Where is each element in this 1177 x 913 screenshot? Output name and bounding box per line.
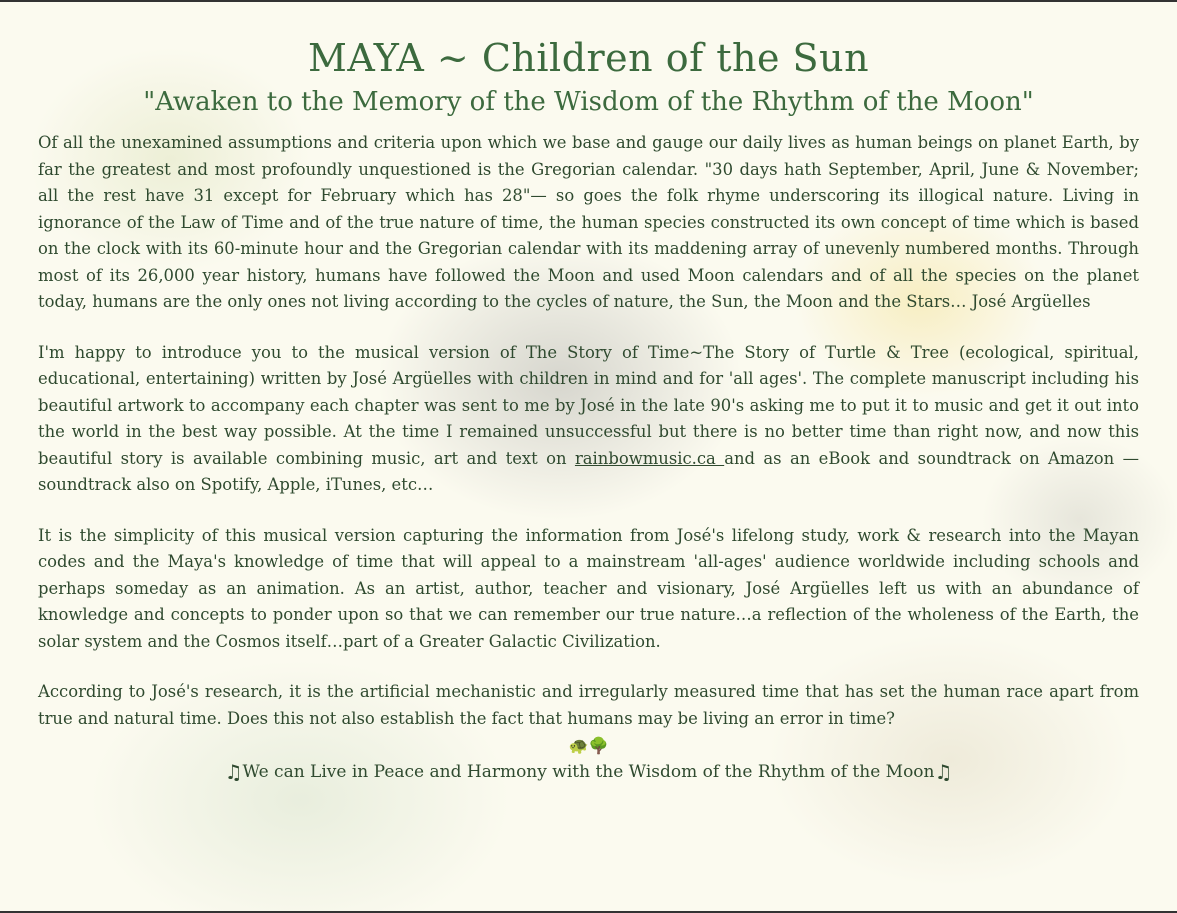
paragraph-simplicity: It is the simplicity of this musical version capturing the information from José's lifelong study, work & research into the Mayan codes and the Maya's knowledge of time that will appeal to a mainstream 'all-ages' audience worldwide including schools and perhaps someday as an animation. As an artist, author, teacher and visionary, José Argüelles left us with an abundance of knowledge and concepts to ponder upon so that we can remember our true nature…a reflection of the wholeness of the Earth, the solar system and the Cosmos itself…part of a Greater Galactic Civilization. <box>38 525 1139 651</box>
top-border <box>0 0 1177 2</box>
music-note-icon: ♫ <box>224 760 243 784</box>
turtle-icon: 🐢 <box>568 736 589 755</box>
rainbowmusic-link[interactable]: rainbowmusic.ca <box>574 448 725 468</box>
paragraph-story-of-time <box>38 340 1139 499</box>
paragraph-research: According to José's research, it is the artificial mechanistic and irregularly measured time that has set the human race apart from true and natural time. Does this not also establish the fact that humans may be living an error in time? <box>38 682 1139 728</box>
music-note-icon: ♫ <box>934 760 953 784</box>
paragraph-story-text-after: and as an eBook and soundtrack on Amazon — soundtrack also on Spotify, Apple, iTunes, etc… <box>38 448 1139 494</box>
emoji-row <box>38 734 1139 758</box>
tree-icon: 🌳 <box>588 736 609 755</box>
paragraph-story-text-before: I'm happy to introduce you to the musical version of The Story of Time~The Story of Turtle & Tree (ecological, spiritual, educational, entertaining) written by José Argüelles with children in mind and for 'all ages'. The complete manuscript including his beautiful artwork to accompany each chapter was sent to me by José in the late 90's asking me to put it to music and get it out into the world in the best way possible. At the time I remained unsuccessful but there is no better time than right now, and now this beautiful story is available combining music, art and text on <box>38 342 1139 468</box>
closing-text: We can Live in Peace and Harmony with the Wisdom of the Rhythm of the Moon <box>242 762 935 782</box>
page-title: MAYA ~ Children of the Sun <box>307 36 870 80</box>
closing-line <box>38 758 1139 786</box>
paragraph-calendar: Of all the unexamined assumptions and criteria upon which we base and gauge our daily lives as human beings on planet Earth, by far the greatest and most profoundly unquestioned is the Gregorian calendar. "30 days hath September, April, June & November; all the rest have 31 except for February which has 28"— so goes the folk rhyme underscoring its illogical nature. Living in ignorance of the Law of Time and of the true nature of time, the human species constructed its own concept of time which is based on the clock with its 60-minute hour and the Gregorian calendar with its maddening array of unevenly numbered months. Through most of its 26,000 year history, humans have followed the Moon and used Moon calendars and of all the species on the planet today, humans are the only ones not living according to the cycles of nature, the Sun, the Moon and the Stars… José Argüelles <box>38 133 1139 311</box>
page-subtitle: "Awaken to the Memory of the Wisdom of the Rhythm of the Moon" <box>143 87 1034 117</box>
